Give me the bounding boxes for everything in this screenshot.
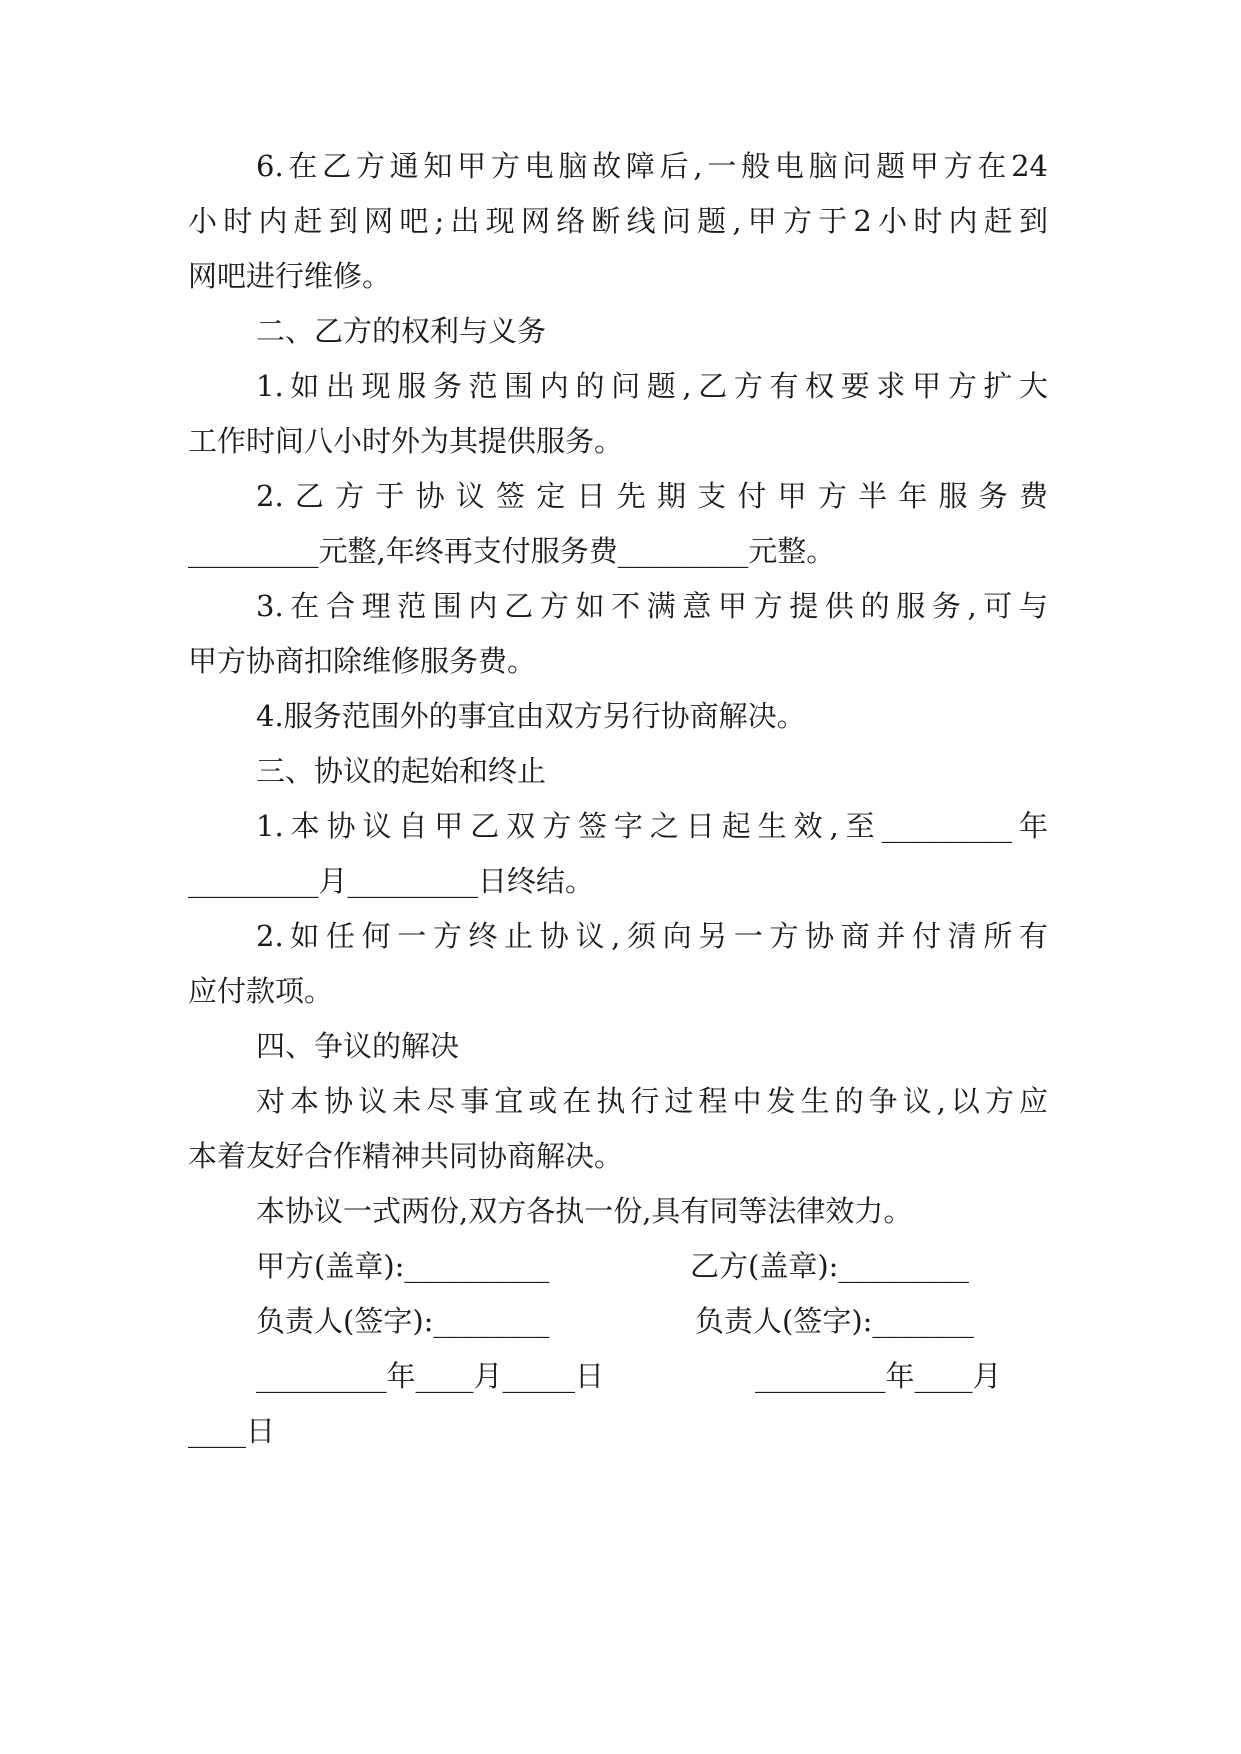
paragraph-line: 3.在合理范围内乙方如不满意甲方提供的服务,可与 — [256, 589, 1048, 623]
paragraph-line: 1.如出现服务范围内的问题,乙方有权要求甲方扩大 — [256, 369, 1048, 403]
party-b-date-field: _________年____月 — [755, 1359, 1002, 1393]
paragraph-line: _________元整,年终再支付服务费_________元整。 — [188, 534, 836, 568]
party-a-seal-field: 甲方(盖章):__________ — [256, 1249, 550, 1283]
paragraph-line: 应付款项。 — [188, 974, 334, 1008]
party-a-signature-field: 负责人(签字):________ — [256, 1304, 550, 1338]
paragraph-line: 6.在乙方通知甲方电脑故障后,一般电脑问题甲方在24 — [256, 149, 1048, 183]
paragraph-line: 工作时间八小时外为其提供服务。 — [188, 424, 624, 458]
party-b-signature-field: 负责人(签字):_______ — [695, 1304, 974, 1338]
section-heading: 四、争议的解决 — [256, 1029, 460, 1063]
party-b-date-day: ____日 — [188, 1414, 276, 1448]
section-heading: 三、协议的起始和终止 — [256, 754, 547, 788]
paragraph-line: 小时内赶到网吧;出现网络断线问题,甲方于2小时内赶到 — [188, 204, 1048, 238]
paragraph-line: 网吧进行维修。 — [188, 259, 392, 293]
paragraph-line: 对本协议未尽事宜或在执行过程中发生的争议,以方应 — [256, 1084, 1048, 1118]
paragraph-line: 4.服务范围外的事宜由双方另行协商解决。 — [256, 699, 806, 733]
paragraph-line: 本着友好合作精神共同协商解决。 — [188, 1139, 624, 1173]
paragraph-line: 1.本协议自甲乙双方签字之日起生效,至_________年 — [256, 809, 1048, 843]
party-a-date-field: _________年____月_____日 — [256, 1359, 605, 1393]
paragraph-line: 2.如任何一方终止协议,须向另一方协商并付清所有 — [256, 919, 1048, 953]
section-heading: 二、乙方的权利与义务 — [256, 314, 547, 348]
paragraph-line: 本协议一式两份,双方各执一份,具有同等法律效力。 — [256, 1194, 913, 1228]
paragraph-line: _________月_________日终结。 — [188, 864, 595, 898]
paragraph-line: 甲方协商扣除维修服务费。 — [188, 644, 537, 678]
paragraph-line: 2.乙方于协议签定日先期支付甲方半年服务费 — [256, 479, 1048, 513]
party-b-seal-field: 乙方(盖章):_________ — [690, 1249, 969, 1283]
